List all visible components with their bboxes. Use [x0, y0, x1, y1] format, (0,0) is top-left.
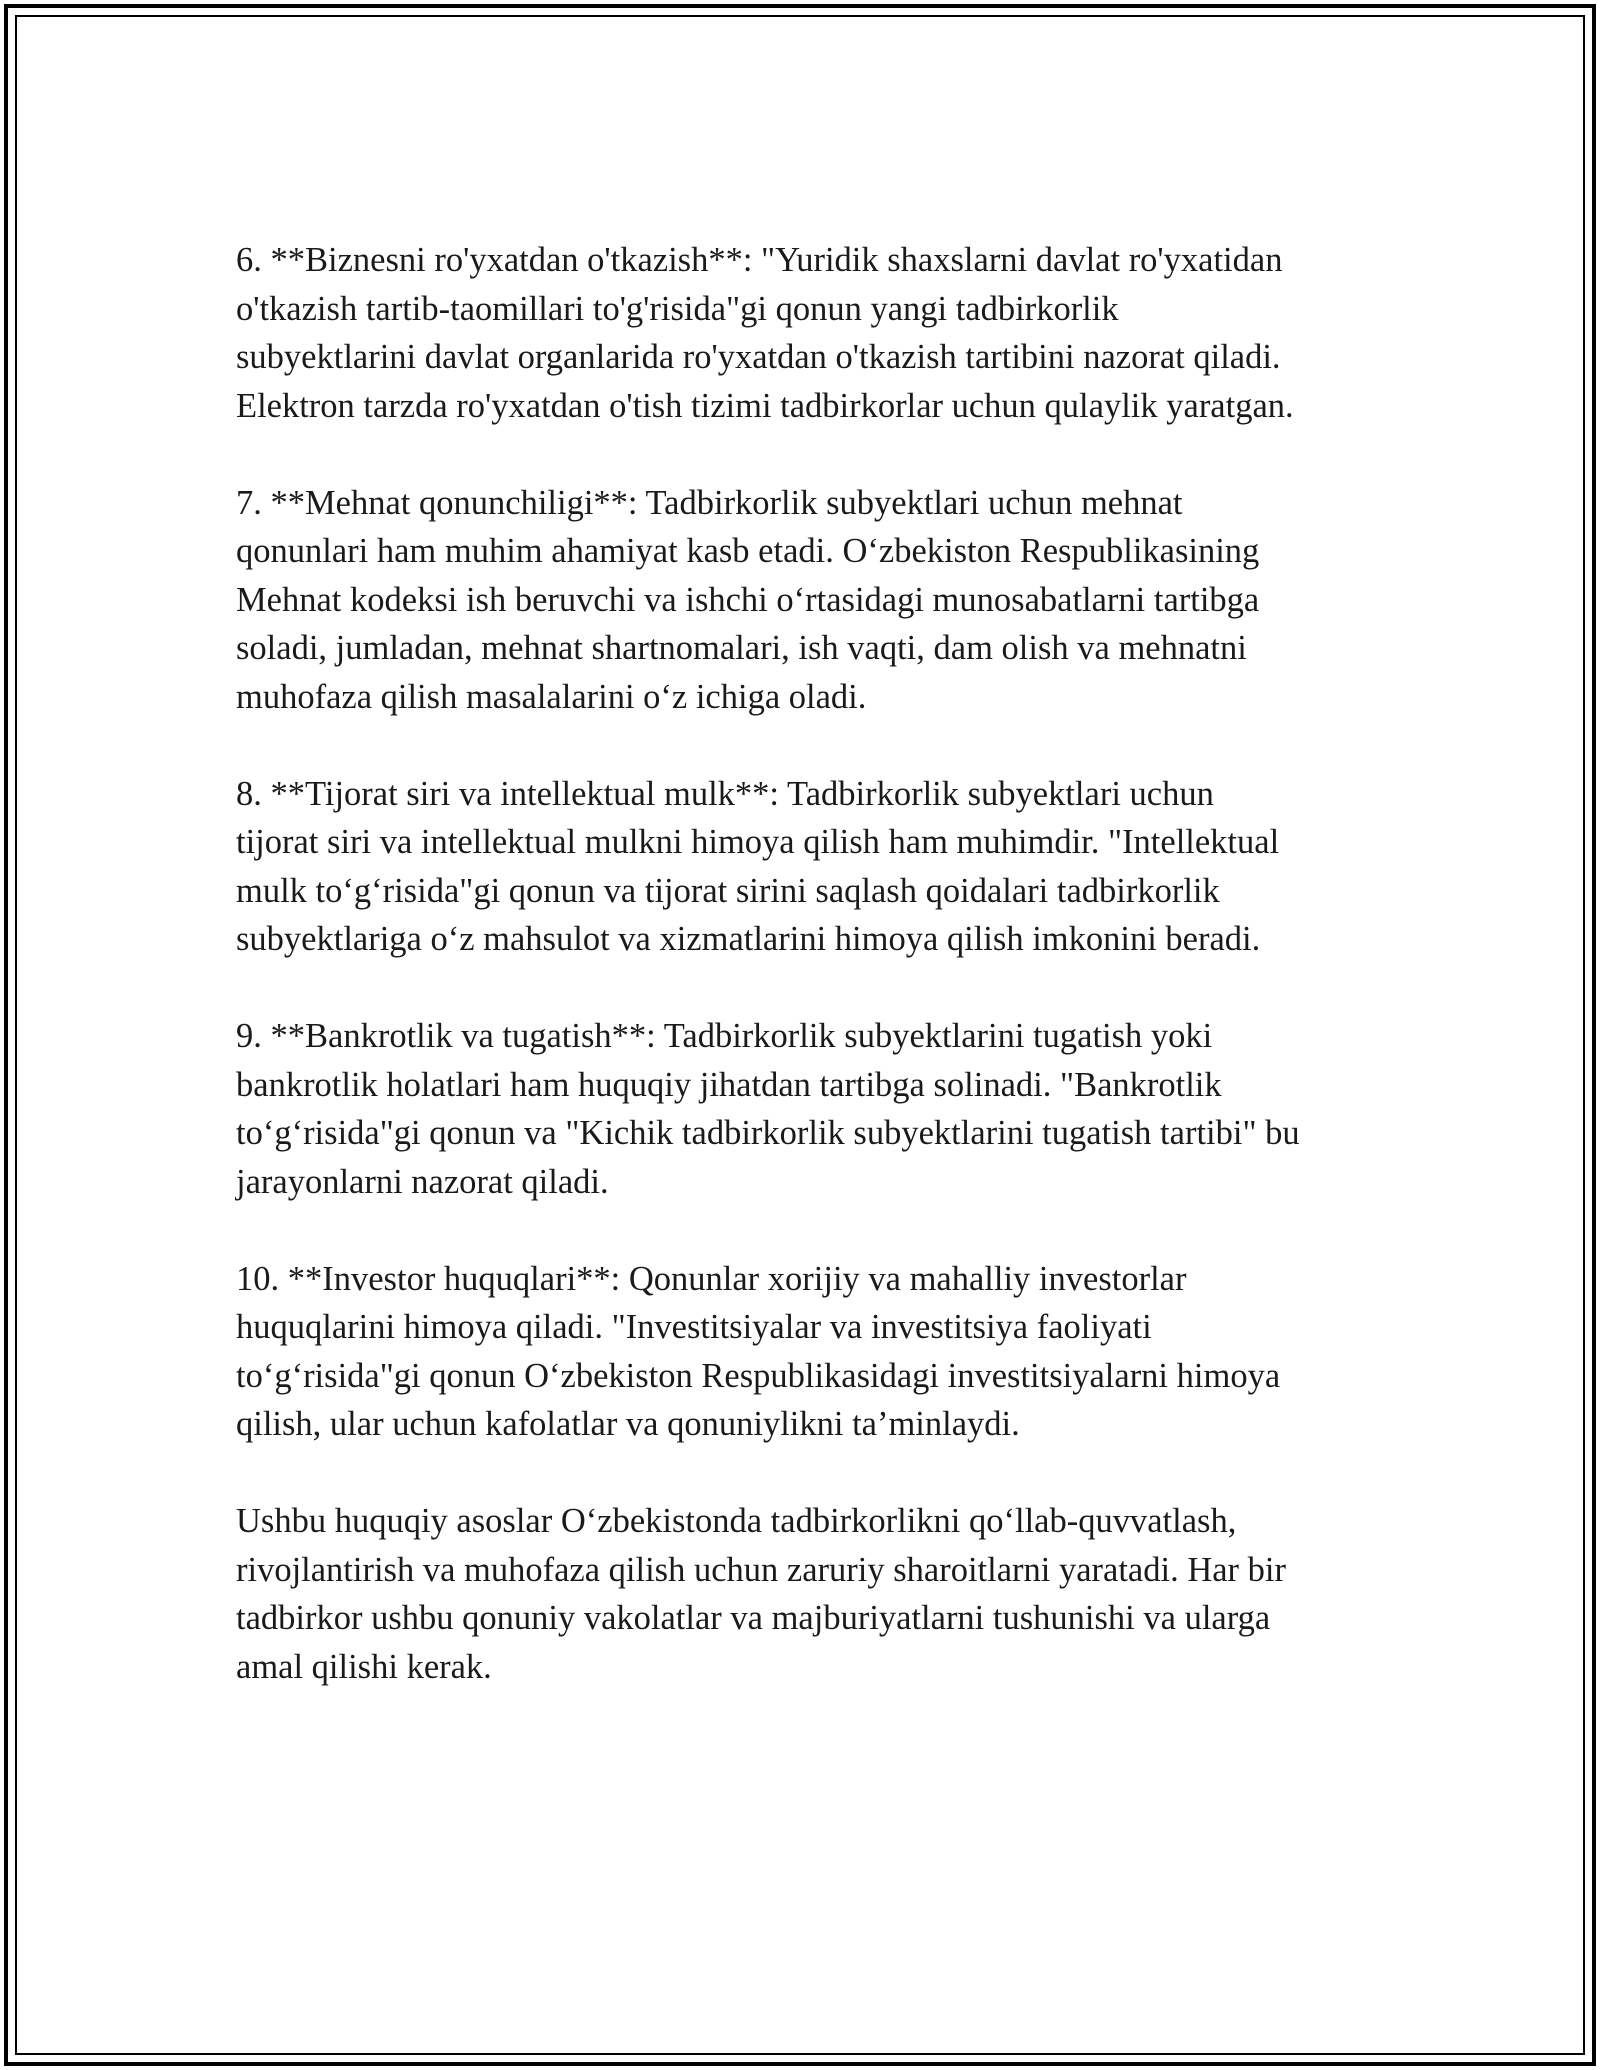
- paragraph-bankruptcy: [236, 1012, 1366, 1206]
- text-line: bankrotlik holatlari ham huquqiy jihatdan tartibga solinadi. "Bankrotlik: [236, 1065, 1222, 1104]
- document-body: [236, 236, 1366, 1740]
- text-line: Elektron tarzda ro'yxatdan o'tish tizimi tadbirkorlar uchun qulaylik yaratgan.: [236, 386, 1294, 425]
- paragraph-investor-rights: [236, 1255, 1366, 1449]
- paragraph-trade-secret: [236, 770, 1366, 964]
- text-line: to‘g‘risida"gi qonun O‘zbekiston Respublikasidagi investitsiyalarni himoya: [236, 1356, 1281, 1395]
- text-line: amal qilishi kerak.: [236, 1647, 492, 1686]
- text-line: 9. **Bankrotlik va tugatish**: Tadbirkorlik subyektlarini tugatish yoki: [236, 1017, 1213, 1055]
- text-line: jarayonlarni nazorat qiladi.: [236, 1162, 609, 1201]
- text-line: o'tkazish tartib-taomillari to'g'risida"gi qonun yangi tadbirkorlik: [236, 289, 1119, 328]
- text-line: Ushbu huquqiy asoslar O‘zbekistonda tadbirkorlikni qo‘llab-quvvatlash,: [236, 1502, 1237, 1540]
- text-line: subyektlarini davlat organlarida ro'yxatdan o'tkazish tartibini nazorat qiladi.: [236, 338, 1281, 376]
- text-line: tadbirkor ushbu qonuniy vakolatlar va majburiyatlarni tushunishi va ularga: [236, 1599, 1271, 1637]
- text-line: Mehnat kodeksi ish beruvchi va ishchi o‘rtasidagi munosabatlarni tartibga: [236, 580, 1260, 619]
- text-line: tijorat siri va intellektual mulkni himoya qilish ham muhimdir. "Intellektual: [236, 823, 1280, 861]
- text-line: 6. **Biznesni ro'yxatdan o'tkazish**: "Yuridik shaxslarni davlat ro'yxatidan: [236, 241, 1283, 279]
- text-line: muhofaza qilish masalalarini o‘z ichiga oladi.: [236, 677, 867, 716]
- text-line: rivojlantirish va muhofaza qilish uchun zaruriy sharoitlarni yaratadi. Har bir: [236, 1550, 1286, 1589]
- text-line: soladi, jumladan, mehnat shartnomalari, ish vaqti, dam olish va mehnatni: [236, 629, 1247, 667]
- text-line: subyektlariga o‘z mahsulot va xizmatlarini himoya qilish imkonini beradi.: [236, 920, 1261, 958]
- paragraph-conclusion: [236, 1497, 1366, 1691]
- text-line: qonunlari ham muhim ahamiyat kasb etadi. O‘zbekiston Respublikasining: [236, 532, 1260, 570]
- text-line: mulk to‘g‘risida"gi qonun va tijorat sirini saqlash qoidalari tadbirkorlik: [236, 871, 1220, 910]
- text-line: 7. **Mehnat qonunchiligi**: Tadbirkorlik subyektlari uchun mehnat: [236, 483, 1183, 522]
- paragraph-business-registration: [236, 236, 1366, 430]
- text-line: 10. **Investor huquqlari**: Qonunlar xorijiy va mahalliy investorlar: [236, 1259, 1187, 1298]
- text-line: 8. **Tijorat siri va intellektual mulk**: Tadbirkorlik subyektlari uchun: [236, 774, 1214, 813]
- paragraph-labor-law: [236, 479, 1366, 722]
- text-line: huquqlarini himoya qiladi. "Investitsiyalar va investitsiya faoliyati: [236, 1308, 1152, 1346]
- text-line: qilish, ular uchun kafolatlar va qonuniylikni ta’minlaydi.: [236, 1405, 1020, 1443]
- text-line: to‘g‘risida"gi qonun va "Kichik tadbirkorlik subyektlarini tugatish tartibi" bu: [236, 1114, 1300, 1152]
